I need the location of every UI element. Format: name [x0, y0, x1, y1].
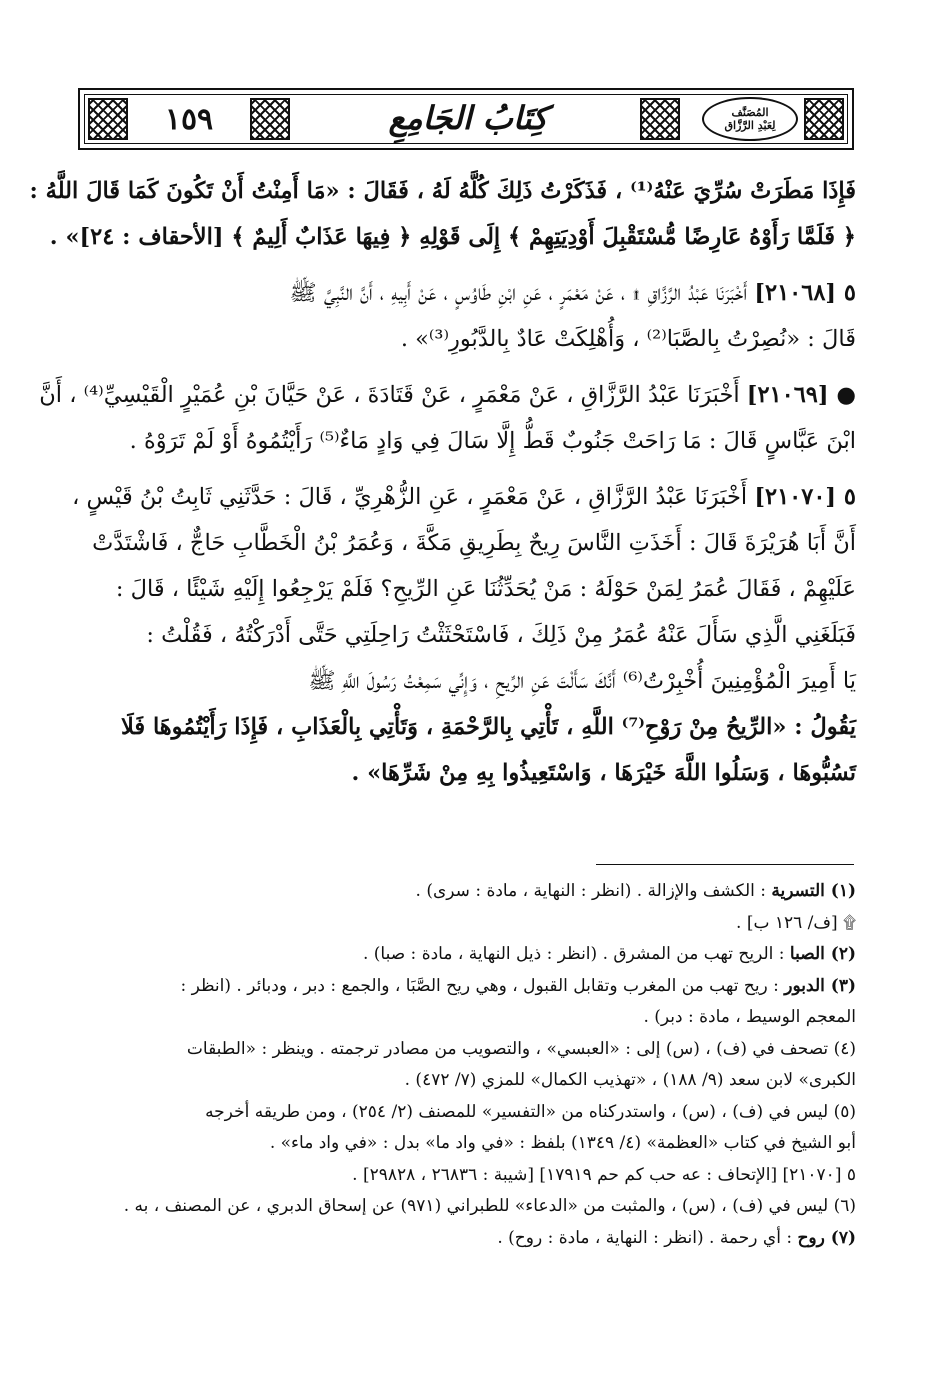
seal-line: المُصَنَّف	[731, 106, 769, 119]
footnote-text: : الكشف والإزالة . (انظر : النهاية ، مادة : سرى) .	[415, 881, 772, 901]
footnote	[80, 939, 856, 971]
ornament-icon	[804, 98, 844, 140]
hadith-text: أَخْبَرَنَا عَبْدُ الرَّزَّاقِ ۩ ، عَنْ مَعْمَرٍ ، عَنِ ابْنِ طَاوُسٍ ، عَنْ أَبِيهِ ، أَنَّ النَّبِيَّ ﷺ	[289, 280, 748, 306]
hadith-number: ٥ [٢١٠٦٨]	[754, 280, 856, 306]
text-line	[80, 270, 856, 316]
footnote	[80, 876, 856, 908]
footnote	[80, 1097, 856, 1129]
text-line: تَسُبُّوهَا ، وَسَلُوا اللَّهَ خَيْرَهَا ، وَاسْتَعِيذُوا بِهِ مِنْ شَرِّهَا» .	[351, 760, 856, 786]
book-seal-logo	[702, 97, 798, 141]
text-line: أَنَّ أَبَا هُرَيْرَةَ قَالَ : أَخَذَتِ النَّاسَ رِيحٌ بِطَرِيقِ مَكَّةَ ، وَعُمَرُ بْنُ الْخَطَّابِ حَاجٌّ ، فَاشْتَدَّتْ	[92, 530, 856, 556]
main-text	[29, 168, 856, 806]
footnote	[80, 1223, 856, 1255]
hadith-text: أَخْبَرَنَا عَبْدُ الرَّزَّاقِ ، عَنْ مَعْمَرٍ ، عَنْ قَتَادَةَ ، عَنْ حَيَّانَ بْنِ عُمَيْرٍ الْقَيْسِيِّ⁽⁴⁾ ، أَنَّ	[39, 382, 740, 408]
hadith-21068	[80, 270, 856, 362]
footnote-text: (٥) ليس في (ف) ، (س) ، واستدركناه من «التفسير» للمصنف (٢/ ٢٥٤) ، ومن طريقه أخرجه	[205, 1101, 856, 1122]
hadith-number: ● [٢١٠٦٩]	[746, 382, 856, 408]
footnote-term: (١) التسرية	[771, 881, 856, 901]
text-line: فَإِذَا مَطَرَتْ سُرِّيَ عَنْهُ⁽¹⁾ ، فَذَكَرْتُ ذَلِكَ كُلَّهُ لَهُ ، فَقَالَ : «مَا أَمِنْتُ أَنْ تَكُونَ كَمَا قَالَ اللَّهُ :	[29, 178, 856, 204]
text-line: فَبَلَغَنِي الَّذِي سَأَلَ عَنْهُ عُمَرُ مِنْ ذَلِكَ ، فَاسْتَحْثَثْتُ رَاحِلَتِي حَتَّى أَدْرَكْتُهُ ، فَقُلْتُ :	[146, 622, 856, 648]
footnote	[80, 1128, 856, 1160]
footnote	[80, 1191, 856, 1223]
footnote-text: الكبرى» لابن سعد (٩/ ١٨٨) ، «تهذيب الكمال» للمزي (٧/ ٤٧٢) .	[404, 1070, 856, 1090]
footnote-text: (٤) تصحف في (ف) ، (س) إلى : «العبسي» ، والتصويب من مصادر ترجمته . وينظر : «الطبقات	[186, 1038, 856, 1059]
page-number: ١٥٩	[164, 102, 214, 137]
footnote-text: ٥ [٢١٠٧٠] [الإتحاف : عه حب كم حم ١٧٩١٩] [شيبة : ٢٦٨٣٦ ، ٢٩٨٢٨] .	[352, 1164, 856, 1185]
paragraph-continuation	[29, 168, 856, 260]
book-title: كِتَابُ الجَامِعِ	[388, 99, 548, 137]
text-line	[39, 372, 856, 418]
footnote	[80, 908, 856, 940]
footnote	[80, 1160, 856, 1192]
text-line	[72, 474, 856, 520]
page-header	[78, 88, 854, 150]
text-line: قَالَ : «نُصِرْتُ بِالصَّبَا⁽²⁾ ، وَأُهْلِكَتْ عَادٌ بِالدَّبُورِ⁽³⁾» .	[400, 326, 856, 352]
hadith-text: أَخْبَرَنَا عَبْدُ الرَّزَّاقِ ، عَنْ مَعْمَرٍ ، عَنِ الزُّهْرِيِّ ، قَالَ : حَدَّثَنِي ثَابِتُ بْنُ قَيْسٍ ،	[72, 484, 748, 510]
ornament-icon	[640, 98, 680, 140]
footnote-text: : ريح تهب من المغرب وتقابل القبول ، وهي ريح الصَّبَا ، والجمع : دبر ، ودبائر . (انظر :	[180, 975, 785, 996]
seal-line: لِعَبْدِ الرَّزَّاق	[724, 119, 776, 132]
text-line: يَقُولُ : «الرِّيحُ مِنْ رَوْحِ⁽⁷⁾ اللَّهِ ، تَأْتِي بِالرَّحْمَةِ ، وَتَأْتِي بِالْعَذَابِ ، فَإِذَا رَأَيْتُمُوهَا فَلَا	[120, 714, 856, 740]
text-line: يَا أَمِيرَ الْمُؤْمِنِينَ أُخْبِرْتُ⁽⁶⁾ أَنَّكَ سَأَلْتَ عَنِ الرِّيحِ ، وَإِنِّي سَمِعْتُ رَسُولَ اللَّهِ ﷺ	[308, 668, 856, 694]
footnotes	[80, 876, 856, 1254]
footnote-text: (٦) ليس في (ف) ، (س) ، والمثبت من «الدعاء» للطبراني (٩٧١) عن إسحاق الدبري ، عن المصنف ، به .	[123, 1196, 856, 1216]
ornament-icon	[88, 98, 128, 140]
hadith-21069	[39, 372, 856, 464]
text-line: عَلَيْهِمْ ، فَقَالَ عُمَرُ لِمَنْ حَوْلَهُ : مَنْ يُحَدِّثُنَا عَنِ الرِّيحِ؟ فَلَمْ يَرْجِعُوا إِلَيْهِ شَيْئًا ، قَالَ :	[115, 576, 856, 602]
text-line: ابْنَ عَبَّاسٍ قَالَ : مَا رَاحَتْ جَنُوبٌ قَطُّ إِلَّا سَالَ فِي وَادٍ مَاءٌ⁽⁵⁾ رَأَيْتُمُوهُ أَوْ لَمْ تَرَوْهُ .	[129, 428, 856, 454]
text-line: ﴿ فَلَمَّا رَأَوْهُ عَارِضًا مُّسْتَقْبِلَ أَوْدِيَتِهِمْ ﴾ إِلَى قَوْلِهِ ﴿ فِيهَا عَذَابٌ أَلِيمٌ ﴾ [الأحقاف : ٢٤]» .	[49, 224, 856, 250]
ornament-icon	[250, 98, 290, 140]
footnote-term: (٢) الصبا	[789, 944, 856, 964]
hadith-21070	[72, 474, 856, 796]
footnote-term: (٧) روح	[797, 1227, 856, 1248]
footnote	[80, 1065, 856, 1097]
footnote	[80, 1034, 856, 1066]
footnote-divider	[596, 864, 854, 865]
hadith-number: ٥ [٢١٠٧٠]	[754, 484, 856, 510]
footnote	[80, 971, 856, 1003]
footnote-text: ۩ [ف/ ١٢٦ ب] .	[736, 912, 856, 933]
footnote	[80, 1002, 856, 1034]
footnote-term: (٣) الدبور	[784, 975, 856, 996]
footnote-text: : الريح تهب من المشرق . (انظر : ذيل النهاية ، مادة : صبا) .	[362, 944, 790, 964]
footnote-text: المعجم الوسيط ، مادة : دبر) .	[643, 1007, 856, 1027]
footnote-text: أبو الشيخ في كتاب «العظمة» (٤/ ١٣٤٩) بلفظ : «في واد ما» بدل : «في واد ماء» .	[269, 1133, 856, 1153]
footnote-text: : أي رحمة . (انظر : النهاية ، مادة : روح) .	[497, 1227, 798, 1248]
